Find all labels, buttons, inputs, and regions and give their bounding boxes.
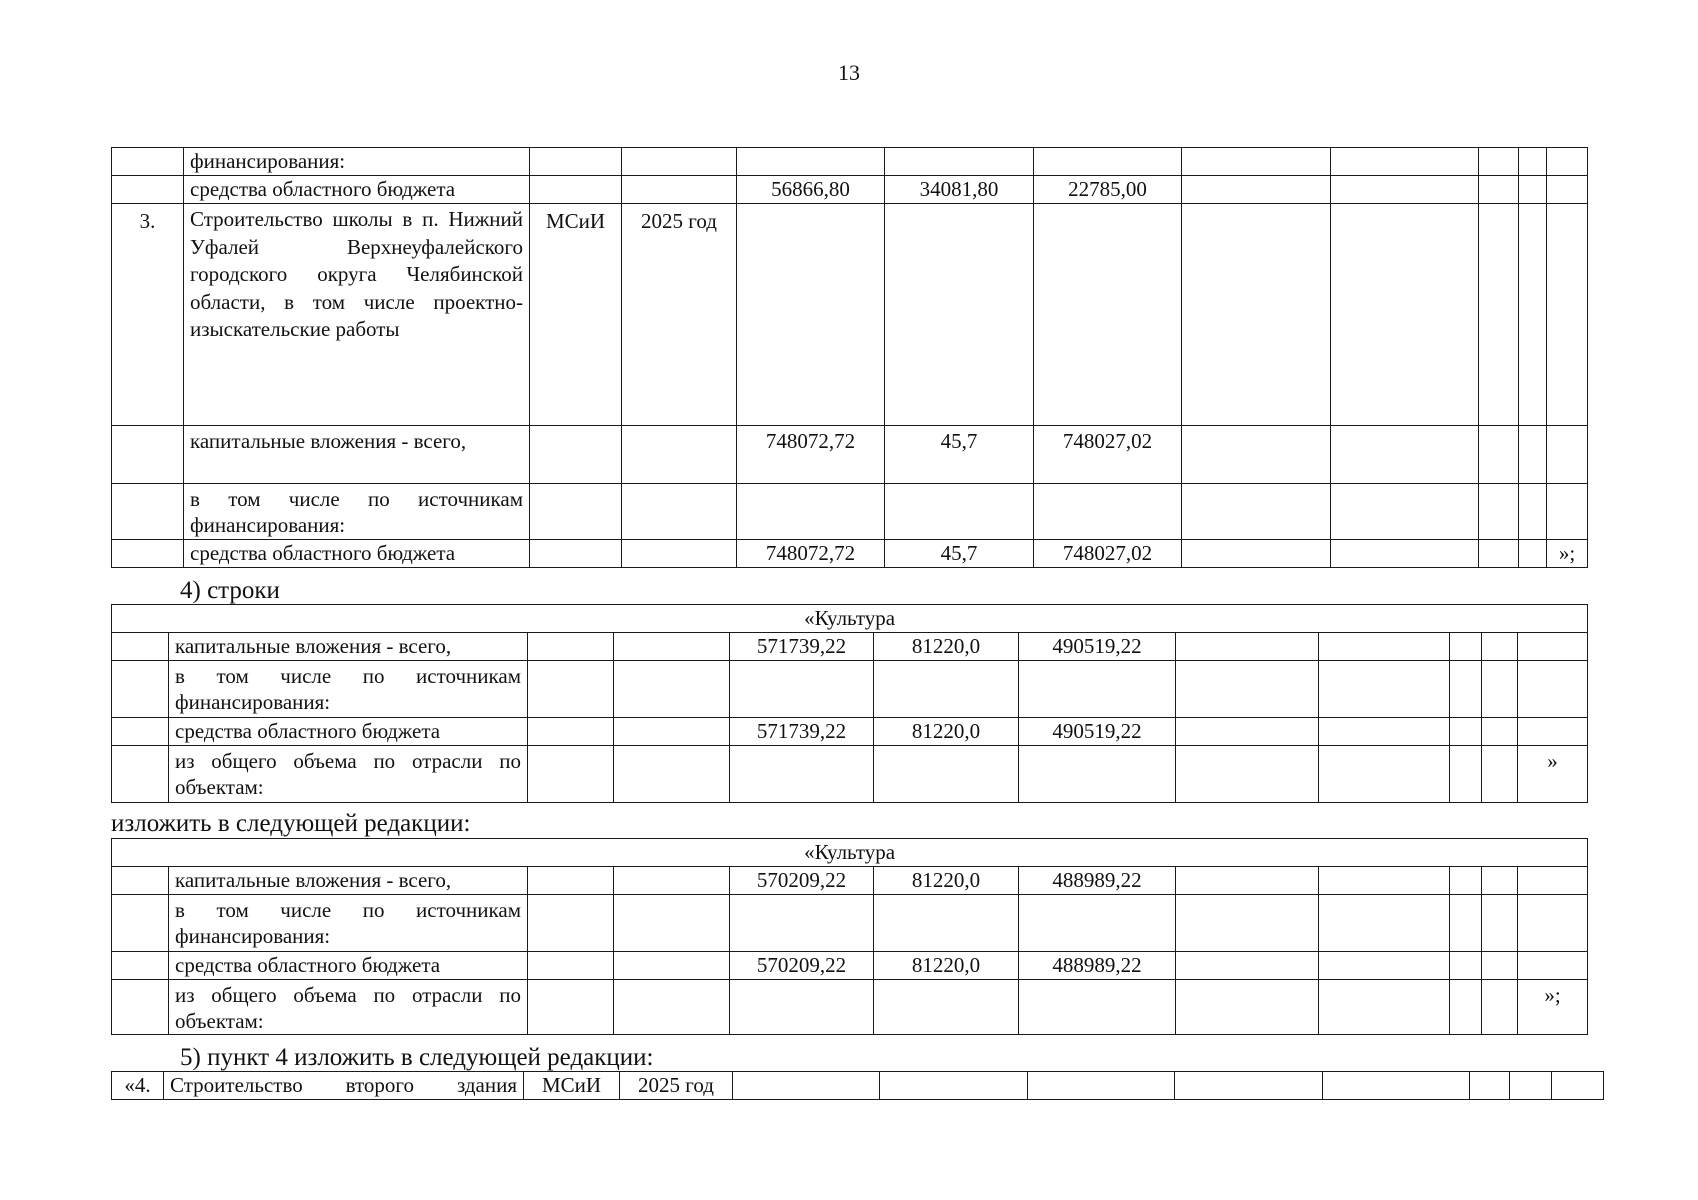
row-total: 571739,22 — [730, 718, 874, 746]
page-number: 13 — [838, 60, 860, 85]
empty-cell — [1519, 540, 1547, 568]
row-year — [622, 176, 737, 204]
row-end-mark — [1518, 867, 1588, 895]
empty-cell — [1182, 484, 1331, 540]
empty-cell — [1176, 895, 1319, 952]
row-number — [112, 176, 184, 204]
row-total — [730, 746, 874, 803]
empty-cell — [1450, 718, 1482, 746]
empty-cell — [1450, 980, 1482, 1035]
table-row — [112, 176, 1588, 204]
empty-cell — [1450, 746, 1482, 803]
row-value-2 — [1034, 484, 1182, 540]
empty-cell — [1482, 718, 1518, 746]
row-value-2 — [1034, 148, 1182, 176]
empty-cell — [1175, 1072, 1323, 1100]
row-value-2 — [1019, 661, 1176, 718]
empty-cell — [112, 867, 169, 895]
row-total: 570209,22 — [730, 952, 874, 980]
row-executor — [530, 426, 622, 484]
empty-cell — [528, 661, 614, 718]
empty-cell — [1182, 148, 1331, 176]
empty-cell — [112, 746, 169, 803]
row-value-2 — [1034, 204, 1182, 426]
row-value-1 — [874, 746, 1019, 803]
row-executor: МСиИ — [524, 1072, 620, 1100]
empty-cell — [112, 952, 169, 980]
empty-cell — [1028, 1072, 1175, 1100]
empty-cell — [1519, 426, 1547, 484]
empty-cell — [1182, 204, 1331, 426]
row-name: капитальные вложения - всего, — [169, 633, 528, 661]
table-row — [112, 633, 1588, 661]
empty-cell — [1319, 718, 1450, 746]
empty-cell — [614, 718, 730, 746]
row-name: Строительство второго здания — [164, 1072, 524, 1100]
empty-cell — [1479, 540, 1519, 568]
row-total: 748072,72 — [737, 540, 885, 568]
row-name: в том числе по источникам финансирования: — [169, 661, 528, 718]
empty-cell — [880, 1072, 1028, 1100]
row-value-2 — [1019, 746, 1176, 803]
empty-cell — [1519, 148, 1547, 176]
empty-cell — [1552, 1072, 1604, 1100]
row-value-1: 81220,0 — [874, 952, 1019, 980]
row-name: из общего объема по отрасли по объектам: — [169, 746, 528, 803]
empty-cell — [1482, 633, 1518, 661]
section-title: «Культура — [112, 605, 1588, 633]
row-value-1 — [885, 148, 1034, 176]
empty-cell — [1176, 746, 1319, 803]
section-title: «Культура — [112, 839, 1588, 867]
row-end-mark — [1547, 148, 1588, 176]
empty-cell — [1331, 484, 1479, 540]
row-value-2: 490519,22 — [1019, 718, 1176, 746]
row-value-2: 490519,22 — [1019, 633, 1176, 661]
empty-cell — [1479, 484, 1519, 540]
table-row — [112, 746, 1588, 803]
empty-cell — [1479, 176, 1519, 204]
empty-cell — [1482, 867, 1518, 895]
row-total: 748072,72 — [737, 426, 885, 484]
table-row — [112, 540, 1588, 568]
empty-cell — [1482, 661, 1518, 718]
row-value-2 — [1019, 895, 1176, 952]
empty-cell — [1319, 952, 1450, 980]
row-name: в том числе по источникам финансирования: — [184, 484, 530, 540]
empty-cell — [1319, 895, 1450, 952]
row-year — [622, 426, 737, 484]
objects-table-1 — [111, 147, 1588, 568]
empty-cell — [528, 980, 614, 1035]
empty-cell — [1482, 895, 1518, 952]
empty-cell — [112, 633, 169, 661]
empty-cell — [1331, 426, 1479, 484]
empty-cell — [528, 746, 614, 803]
row-value-1: 45,7 — [885, 540, 1034, 568]
empty-cell — [528, 895, 614, 952]
row-year — [622, 540, 737, 568]
row-year: 2025 год — [622, 204, 737, 426]
table-row — [112, 1072, 1604, 1100]
empty-cell — [1176, 952, 1319, 980]
row-value-1 — [885, 204, 1034, 426]
empty-cell — [1176, 867, 1319, 895]
row-year: 2025 год — [620, 1072, 733, 1100]
table-row — [112, 980, 1588, 1035]
empty-cell — [1510, 1072, 1552, 1100]
row-end-mark: » — [1518, 746, 1588, 803]
empty-cell — [1519, 176, 1547, 204]
row-value-1 — [874, 980, 1019, 1035]
empty-cell — [1331, 176, 1479, 204]
row-number — [112, 426, 184, 484]
empty-cell — [1319, 633, 1450, 661]
row-value-1 — [874, 895, 1019, 952]
row-name: Строительство школы в п. Нижний Уфалей Верхнеуфалейского городского округа Челябинской области, в том числе проектно-изыскательские работы — [184, 204, 530, 426]
empty-cell — [1319, 661, 1450, 718]
row-value-1 — [874, 661, 1019, 718]
row-end-mark: »; — [1547, 540, 1588, 568]
empty-cell — [1470, 1072, 1510, 1100]
redaction-heading: изложить в следующей редакции: — [111, 810, 471, 837]
table-title-row — [112, 605, 1588, 633]
empty-cell — [1482, 980, 1518, 1035]
row-number — [112, 148, 184, 176]
row-name: в том числе по источникам финансирования: — [169, 895, 528, 952]
empty-cell — [1450, 661, 1482, 718]
empty-cell — [1182, 540, 1331, 568]
row-number: «4. — [112, 1072, 164, 1100]
row-name: финансирования: — [184, 148, 530, 176]
row-end-mark — [1518, 895, 1588, 952]
empty-cell — [1176, 980, 1319, 1035]
row-executor — [530, 148, 622, 176]
empty-cell — [1519, 204, 1547, 426]
row-total: 571739,22 — [730, 633, 874, 661]
empty-cell — [1176, 718, 1319, 746]
row-executor — [530, 540, 622, 568]
row-end-mark — [1518, 661, 1588, 718]
row-name: средства областного бюджета — [184, 176, 530, 204]
empty-cell — [1331, 204, 1479, 426]
row-total: 56866,80 — [737, 176, 885, 204]
empty-cell — [1323, 1072, 1470, 1100]
empty-cell — [112, 980, 169, 1035]
row-name: средства областного бюджета — [184, 540, 530, 568]
table-row — [112, 661, 1588, 718]
empty-cell — [614, 661, 730, 718]
row-value-1: 81220,0 — [874, 718, 1019, 746]
empty-cell — [1450, 895, 1482, 952]
row-end-mark — [1518, 633, 1588, 661]
empty-cell — [528, 633, 614, 661]
row-value-2: 748027,02 — [1034, 540, 1182, 568]
culture-table-old — [111, 604, 1588, 803]
row-value-1: 81220,0 — [874, 633, 1019, 661]
empty-cell — [614, 980, 730, 1035]
row-total — [730, 661, 874, 718]
row-number — [112, 540, 184, 568]
empty-cell — [1182, 176, 1331, 204]
row-end-mark — [1547, 426, 1588, 484]
row-value-2: 488989,22 — [1019, 952, 1176, 980]
row-value-2 — [1019, 980, 1176, 1035]
row-value-1: 45,7 — [885, 426, 1034, 484]
table-row — [112, 204, 1588, 426]
row-end-mark: »; — [1518, 980, 1588, 1035]
item-4-heading: 4) строки — [180, 577, 280, 604]
row-end-mark — [1547, 176, 1588, 204]
empty-cell — [1519, 484, 1547, 540]
table-row — [112, 718, 1588, 746]
row-total: 570209,22 — [730, 867, 874, 895]
row-value-1 — [885, 484, 1034, 540]
row-total — [730, 980, 874, 1035]
row-number: 3. — [112, 204, 184, 426]
empty-cell — [1182, 426, 1331, 484]
empty-cell — [528, 952, 614, 980]
empty-cell — [1479, 148, 1519, 176]
table-row — [112, 484, 1588, 540]
table-row — [112, 867, 1588, 895]
row-total — [737, 204, 885, 426]
row-value-2: 748027,02 — [1034, 426, 1182, 484]
table-row — [112, 148, 1588, 176]
row-value-1: 34081,80 — [885, 176, 1034, 204]
row-number — [112, 484, 184, 540]
row-name: средства областного бюджета — [169, 952, 528, 980]
row-executor — [530, 484, 622, 540]
empty-cell — [1319, 980, 1450, 1035]
empty-cell — [112, 661, 169, 718]
empty-cell — [1450, 952, 1482, 980]
empty-cell — [528, 867, 614, 895]
empty-cell — [1450, 867, 1482, 895]
empty-cell — [1479, 204, 1519, 426]
row-value-1: 81220,0 — [874, 867, 1019, 895]
empty-cell — [1450, 633, 1482, 661]
table-title-row — [112, 839, 1588, 867]
empty-cell — [1331, 540, 1479, 568]
table-row — [112, 952, 1588, 980]
empty-cell — [112, 895, 169, 952]
empty-cell — [1331, 148, 1479, 176]
empty-cell — [1482, 952, 1518, 980]
table-row — [112, 895, 1588, 952]
row-end-mark — [1518, 952, 1588, 980]
row-executor — [530, 176, 622, 204]
empty-cell — [112, 718, 169, 746]
table-row — [112, 426, 1588, 484]
row-executor: МСиИ — [530, 204, 622, 426]
empty-cell — [1319, 867, 1450, 895]
empty-cell — [614, 867, 730, 895]
empty-cell — [1176, 661, 1319, 718]
row-end-mark — [1547, 204, 1588, 426]
row-total — [730, 895, 874, 952]
empty-cell — [733, 1072, 880, 1100]
culture-table-new — [111, 838, 1588, 1035]
row-name: капитальные вложения - всего, — [169, 867, 528, 895]
empty-cell — [614, 746, 730, 803]
empty-cell — [614, 895, 730, 952]
row-name: капитальные вложения - всего, — [184, 426, 530, 484]
empty-cell — [1176, 633, 1319, 661]
row-name: из общего объема по отрасли по объектам: — [169, 980, 528, 1035]
item-4-table — [111, 1071, 1604, 1100]
empty-cell — [1479, 426, 1519, 484]
empty-cell — [614, 633, 730, 661]
empty-cell — [614, 952, 730, 980]
row-name: средства областного бюджета — [169, 718, 528, 746]
row-value-2: 22785,00 — [1034, 176, 1182, 204]
row-year — [622, 484, 737, 540]
row-end-mark — [1518, 718, 1588, 746]
row-end-mark — [1547, 484, 1588, 540]
row-total — [737, 484, 885, 540]
empty-cell — [528, 718, 614, 746]
row-total — [737, 148, 885, 176]
empty-cell — [1319, 746, 1450, 803]
row-year — [622, 148, 737, 176]
row-value-2: 488989,22 — [1019, 867, 1176, 895]
empty-cell — [1482, 746, 1518, 803]
item-5-heading: 5) пункт 4 изложить в следующей редакции: — [180, 1044, 654, 1071]
